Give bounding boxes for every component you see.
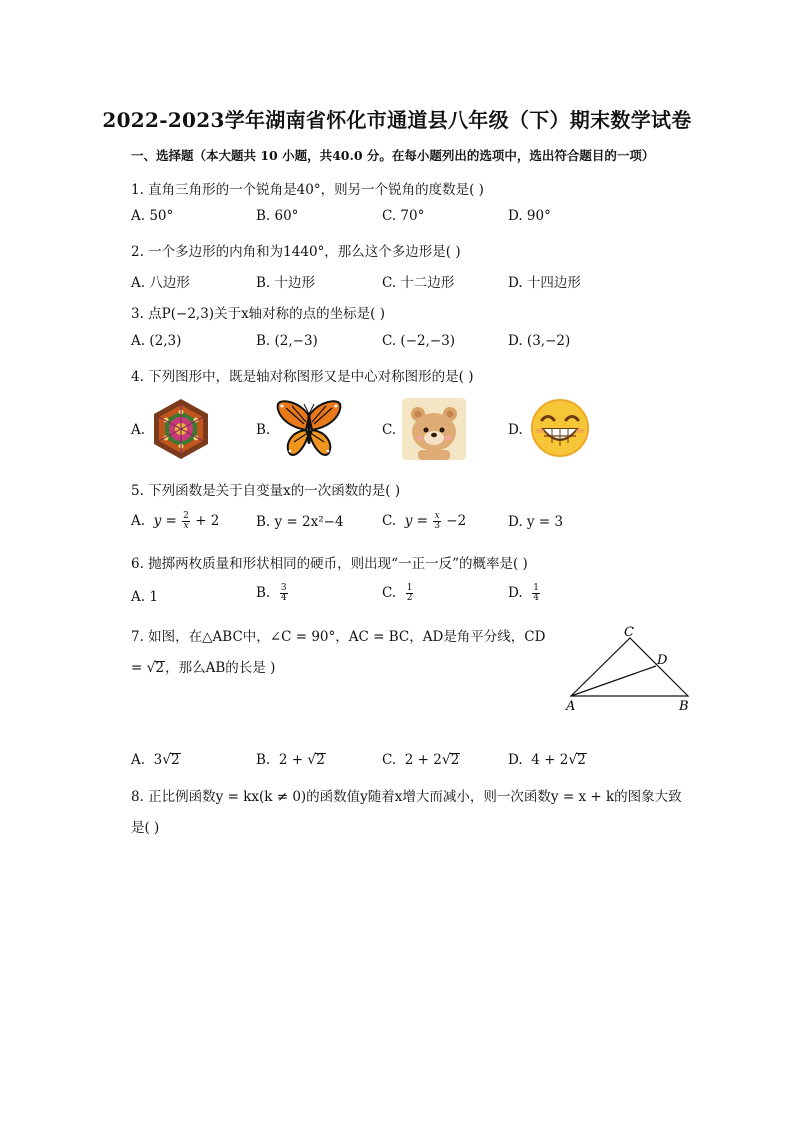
q7-option-a: [131, 752, 181, 768]
q4-option-a: A.: [131, 422, 146, 438]
q6-option-b: [256, 584, 289, 603]
sqrt-icon: √: [146, 660, 156, 676]
q7-d-radicand: 2: [577, 752, 586, 768]
q2-option-c: C. 十二边形: [382, 275, 455, 291]
question-4-stem: 4. 下列图形中，既是轴对称图形又是中心对称图形的是( ): [131, 369, 474, 385]
q5-c-tail: −2: [446, 513, 467, 529]
q6-c-den: 2: [406, 593, 413, 603]
q6-option-a: A. 1: [131, 589, 158, 605]
q3-option-d: D. (3,−2): [508, 333, 571, 349]
q7-line2-post: ，那么AB的长是 ): [165, 660, 276, 676]
q5-a-den: x: [183, 521, 189, 531]
q5-a-tail: + 2: [195, 513, 220, 529]
q3-option-b: B. (2,−3): [256, 333, 318, 349]
q5-a-fraction: [182, 512, 190, 531]
q6-d-den: 4: [533, 593, 539, 603]
q7-c-label: C.: [382, 752, 397, 768]
q7-c-pre: 2 + 2: [404, 752, 442, 768]
q5-option-c: [382, 512, 466, 531]
question-5-stem: 5. 下列函数是关于自变量x的一次函数的是( ): [131, 483, 401, 499]
q7-d-pre: 4 + 2: [531, 752, 569, 768]
q5-a-num: 2: [183, 511, 189, 521]
sqrt-icon: √: [568, 752, 578, 768]
question-2-stem: 2. 一个多边形的内角和为1440°，那么这个多边形是( ): [131, 244, 461, 260]
q6-d-label: D.: [508, 585, 523, 601]
q7-b-radicand: 2: [316, 752, 325, 768]
butterfly-icon: [276, 398, 342, 460]
q7-option-d: [508, 752, 587, 768]
q6-option-d: [508, 584, 541, 603]
question-7-stem-line1: 7. 如图，在△ABC中，∠C = 90°，AC = BC，AD是角平分线，CD: [131, 629, 546, 645]
q7-a-pre: 3: [153, 752, 163, 768]
q6-c-label: C.: [382, 585, 397, 601]
q5-option-d: D. y = 3: [508, 514, 564, 530]
figure-label-c: C: [624, 625, 634, 640]
sqrt-icon: √: [307, 752, 317, 768]
q1-option-a: A. 50°: [131, 208, 174, 224]
sqrt-icon: √: [441, 752, 451, 768]
q6-d-fraction: [532, 584, 540, 603]
q1-option-d: D. 90°: [508, 208, 551, 224]
q1-option-c: C. 70°: [382, 208, 425, 224]
q5-a-label: A.: [131, 513, 146, 529]
figure-label-d: D: [657, 653, 668, 668]
q7-option-c: [382, 752, 460, 768]
q1-option-b: B. 60°: [256, 208, 299, 224]
q7-a-label: A.: [131, 752, 146, 768]
q6-b-den: 4: [280, 593, 287, 603]
q3-option-c: C. (−2,−3): [382, 333, 456, 349]
figure-label-a: A: [566, 699, 576, 714]
q5-a-y: y =: [153, 513, 177, 529]
section-heading: 一、选择题（本大题共 10 小题，共40.0 分。在每小题列出的选项中，选出符合题目的一项）: [131, 148, 655, 163]
q3-option-a: A. (2,3): [131, 333, 182, 349]
q5-c-num: x: [434, 511, 440, 521]
q4-option-c: C.: [382, 422, 397, 438]
q2-option-b: B. 十边形: [256, 275, 316, 291]
q7-b-pre: 2 +: [278, 752, 308, 768]
sqrt-icon: √: [162, 752, 172, 768]
q7-c-radicand: 2: [450, 752, 460, 768]
triangle-figure: [562, 622, 694, 714]
q6-b-fraction: [280, 584, 288, 603]
q7-a-radicand: 2: [171, 752, 180, 768]
q2-option-d: D. 十四边形: [508, 275, 581, 291]
q7-b-label: B.: [256, 752, 271, 768]
q5-c-den: 3: [434, 521, 440, 531]
q5-c-y: y =: [404, 513, 428, 529]
q4-option-d: D.: [508, 422, 523, 438]
q6-d-num: 1: [533, 583, 539, 593]
q5-option-b: B. y = 2x²−4: [256, 514, 344, 530]
question-1-stem: 1. 直角三角形的一个锐角是40°，则另一个锐角的度数是( ): [131, 182, 484, 198]
hexagon-mandala-icon: [150, 398, 212, 460]
q7-d-label: D.: [508, 752, 523, 768]
q2-option-a: A. 八边形: [131, 275, 190, 291]
q6-option-c: [382, 584, 414, 603]
exam-title: 2022-2023学年湖南省怀化市通道县八年级（下）期末数学试卷: [102, 108, 692, 132]
q6-c-num: 1: [406, 583, 413, 593]
question-8-stem-line2: 是( ): [131, 820, 160, 836]
q7-line2-radicand: 2: [155, 660, 165, 676]
q5-c-label: C.: [382, 513, 397, 529]
q4-option-b: B.: [256, 422, 271, 438]
q7-option-b: [256, 752, 326, 768]
question-3-stem: 3. 点P(−2,3)关于x轴对称的点的坐标是( ): [131, 306, 386, 322]
question-6-stem: 6. 抛掷两枚质量和形状相同的硬币，则出现“一正一反”的概率是( ): [131, 556, 528, 572]
grinning-face-icon: [530, 398, 590, 458]
q5-c-fraction: [433, 512, 441, 531]
q7-line2-pre: =: [131, 660, 147, 676]
bear-icon: [402, 398, 466, 460]
q6-b-num: 3: [280, 583, 287, 593]
q6-c-fraction: [406, 584, 414, 603]
question-7-stem-line2: [131, 656, 275, 676]
q6-b-label: B.: [256, 585, 271, 601]
figure-label-b: B: [679, 699, 689, 714]
question-8-stem-line1: 8. 正比例函数y = kx(k ≠ 0)的函数值y随着x增大而减小，则一次函数y = x + k的图象大致: [131, 789, 682, 805]
q5-option-a: [131, 512, 219, 531]
